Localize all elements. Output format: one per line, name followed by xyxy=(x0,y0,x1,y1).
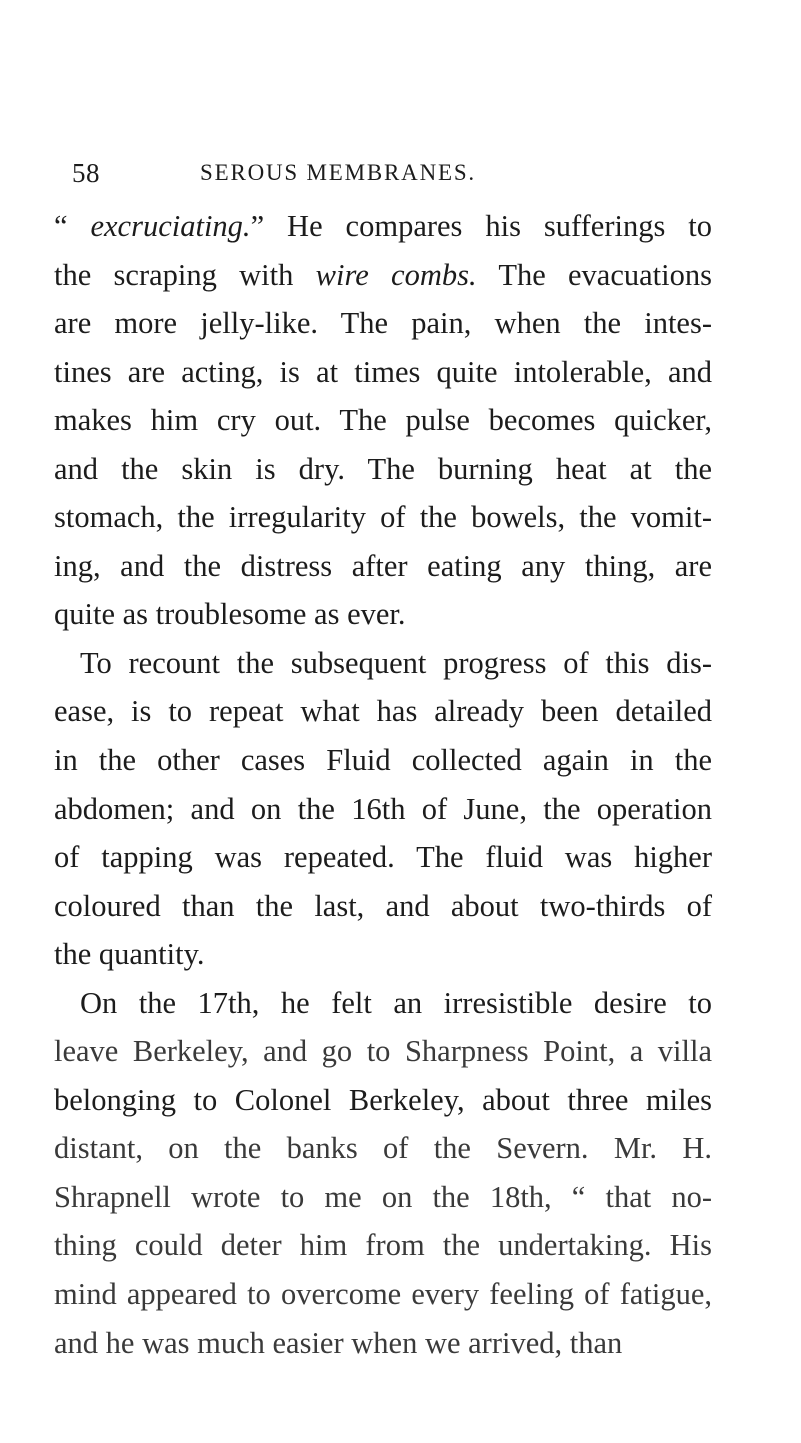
text-line: On the 17th, he felt an irresistible desire to xyxy=(80,985,712,1020)
text-line: To recount the subsequent progress of this dis- xyxy=(80,645,712,680)
text-line: and the skin is dry. The burning heat at the xyxy=(54,451,712,486)
text-line: the scraping with wire combs. The evacuations xyxy=(54,257,712,292)
text-line: stomach, the irregularity of the bowels, the vomit- xyxy=(54,500,712,535)
body-text xyxy=(54,202,712,1367)
text-line: tines are acting, is at times quite intolerable, and xyxy=(54,354,712,389)
text-line: ease, is to repeat what has already been detailed xyxy=(54,694,712,729)
text-line: in the other cases Fluid collected again in the xyxy=(54,743,712,778)
page-number: 58 xyxy=(72,158,100,188)
text-line: mind appeared to overcome every feeling of fatigue, xyxy=(54,1277,712,1312)
text-line: makes him cry out. The pulse becomes quicker, xyxy=(54,403,712,438)
text-line: belonging to Colonel Berkeley, about three miles xyxy=(54,1082,712,1117)
text-line: are more jelly-like. The pain, when the intes- xyxy=(54,306,712,341)
text-line: thing could deter him from the undertaking. His xyxy=(54,1228,712,1263)
text-line: the quantity. xyxy=(54,937,205,972)
text-line: leave Berkeley, and go to Sharpness Point, a villa xyxy=(54,1034,712,1069)
text-line: and he was much easier when we arrived, than xyxy=(54,1325,623,1360)
text-line: coloured than the last, and about two-thirds of xyxy=(54,888,712,923)
text-line: abdomen; and on the 16th of June, the operation xyxy=(54,791,712,826)
text-line: distant, on the banks of the Severn. Mr. H. xyxy=(54,1131,712,1166)
text-line: of tapping was repeated. The fluid was higher xyxy=(54,840,712,875)
text-line: Shrapnell wrote to me on the 18th, “ that no- xyxy=(54,1179,712,1214)
running-head: SEROUS MEMBRANES. xyxy=(200,160,476,185)
text-line: “ excruciating.” He compares his sufferings to xyxy=(54,209,712,243)
text-line: quite as troublesome as ever. xyxy=(54,597,406,632)
page-header xyxy=(72,158,712,198)
text-line: ing, and the distress after eating any thing, are xyxy=(54,548,712,583)
